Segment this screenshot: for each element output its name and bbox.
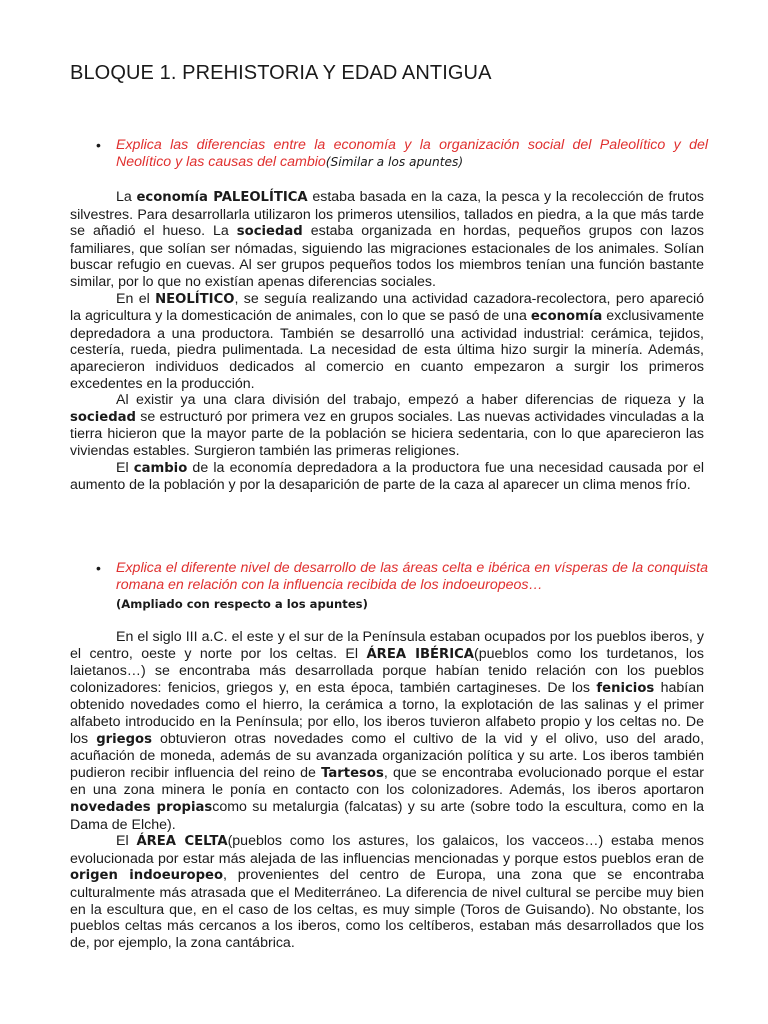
bold-term: sociedad	[70, 409, 136, 425]
text-run: En el siglo III a.C. el este y el sur de la Península estaban ocupados por los pueblos iberos, y el centro, oeste y norte por los celtas. El	[70, 629, 704, 662]
bold-term: Tartesos	[321, 765, 384, 781]
text-run: El	[116, 459, 134, 476]
text-run: , provenientes del centro de Europa, una zona que se encontraba culturalmente más atrasada que el Mediterráneo. La diferencia de nivel cultural se percibe muy bien en la escultura que, en el caso de los celtas, es muy simple (Toros de Guisando). No obstante, los pueblos celtas más cercanos a los iberos, como los celtíberos, estaban más desarrollados que los de, por ejemplo, la zona cantábrica.	[70, 867, 704, 951]
answer-1-paragraph-2	[70, 291, 704, 393]
answer-1-paragraph-1	[70, 189, 704, 291]
bold-term: economía	[530, 309, 603, 325]
bold-term: griegos	[96, 731, 152, 747]
text-run: como su metalurgia (falcatas) y su arte (sobre todo la escultura, como en la Dama de Elche).	[70, 798, 704, 833]
bold-term: origen indoeuropeo	[70, 868, 224, 884]
bullet-icon: •	[96, 560, 101, 576]
text-run: , que se encontraba evolucionado porque el estar en una zona minera le ponía en contacto con los colonizadores. Además, los iberos aportaron	[70, 764, 705, 799]
bold-term: cambio	[133, 460, 188, 476]
question-1-note: (Similar a los apuntes)	[325, 155, 464, 169]
text-run: de la economía depredadora a la productora fue una necesidad causada por el aumento de la población y por la desaparición de parte de la caza al aparecer un clima menos frío.	[70, 459, 704, 494]
text-run: exclusivamente depredadora a una productora. También se desarrolló una actividad industrial: cerámica, tejidos, cestería, rueda, piedra pulimentada. La necesidad de esta última hizo surgir la minería. Además, aparecieron individuos dedicados al comercio en cuanto empezaron a surgir los primeros excedentes en la producción.	[70, 308, 704, 392]
question-1-text	[116, 137, 708, 171]
text-run: estaba basada en la caza, la pesca y la recolección de frutos silvestres. Para desarrollarla utilizaron los primeros utensilios, tallados en piedra, a la que más tarde se añadió el hueso. La	[70, 189, 704, 240]
text-run: La	[116, 189, 137, 205]
text-run: se estructuró por primera vez en grupos sociales. Las nuevas actividades vinculadas a la tierra hicieron que la mayor parte de la población se hiciera sedentaria, con lo que aparecieron las viviendas estables. Surgieron también las primeras religiones.	[70, 408, 704, 459]
bold-term: ÁREA IBÉRICA	[366, 646, 474, 662]
bold-term: fenicios	[596, 680, 655, 696]
text-run: , se seguía realizando una actividad cazadora-recolectora, pero apareció la agricultura y la domesticación de animales, con lo que se pasó de una	[70, 290, 704, 325]
text-run: obtuvieron otras novedades como el cultivo de la vid y el olivo, uso del arado, acuñación de moneda, además de su avanzada organización política y su arte. Los iberos también pudieron recibir influencia del reino de	[70, 730, 705, 781]
bold-term: novedades propias	[70, 799, 213, 815]
bold-term: NEOLÍTICO	[155, 291, 235, 307]
answer-1	[70, 189, 704, 494]
text-run: Al existir ya una clara división del trabajo, empezó a haber diferencias de riqueza y la	[116, 392, 704, 409]
text-run: El	[116, 833, 137, 850]
question-2-prompt: Explica el diferente nivel de desarrollo de las áreas celta e ibérica en vísperas de la conquista romana en relación con la influencia recibida de los indoeuropeos…	[116, 560, 708, 593]
question-2	[96, 560, 708, 613]
text-run: habían obtenido novedades como el hierro, la cerámica a torno, la explotación de las salinas y el primer alfabeto introducido en la Península; por ello, los iberos tuvieron alfabeto propio y los celtas no. De los	[70, 679, 704, 747]
question-1-prompt: Explica las diferencias entre la economía y la organización social del Paleolítico y del Neolítico y las causas del cambio	[116, 137, 708, 170]
text-run: En el	[116, 290, 156, 307]
page-title: BLOQUE 1. PREHISTORIA Y EDAD ANTIGUA	[70, 62, 492, 84]
text-run: (pueblos como los turdetanos, los laietanos…) se encontraba más desarrollada porque habían tenido relación con los pueblos colonizadores: fenicios, griegos y, en esta época, también cartagineses. De los	[70, 645, 704, 696]
text-run: (pueblos como los astures, los galaicos, los vacceos…) estaba menos evolucionada por estar más alejada de las influencias mencionadas y porque estos pueblos eran de	[70, 833, 704, 867]
question-2-note: (Ampliado con respecto a los apuntes)	[116, 597, 368, 611]
question-1	[96, 137, 708, 171]
answer-1-paragraph-3	[70, 392, 704, 459]
answer-2-paragraph-2	[70, 833, 704, 951]
bold-term: ÁREA CELTA	[136, 834, 228, 850]
answer-1-paragraph-4	[70, 460, 704, 494]
bold-term: sociedad	[236, 224, 303, 240]
bullet-icon: •	[96, 137, 101, 153]
answer-2	[70, 629, 704, 951]
answer-2-paragraph-1	[70, 629, 704, 833]
text-run: estaba organizada en hordas, pequeños grupos con lazos familiares, que solían ser nómadas, siguiendo las migraciones estacionales de los animales. Solían buscar refugio en cuevas. Al ser grupos pequeños todos los miembros tenían una función bastante similar, por lo que no existían apenas diferencias sociales.	[70, 223, 705, 290]
bold-term: economía PALEOLÍTICA	[136, 190, 308, 205]
